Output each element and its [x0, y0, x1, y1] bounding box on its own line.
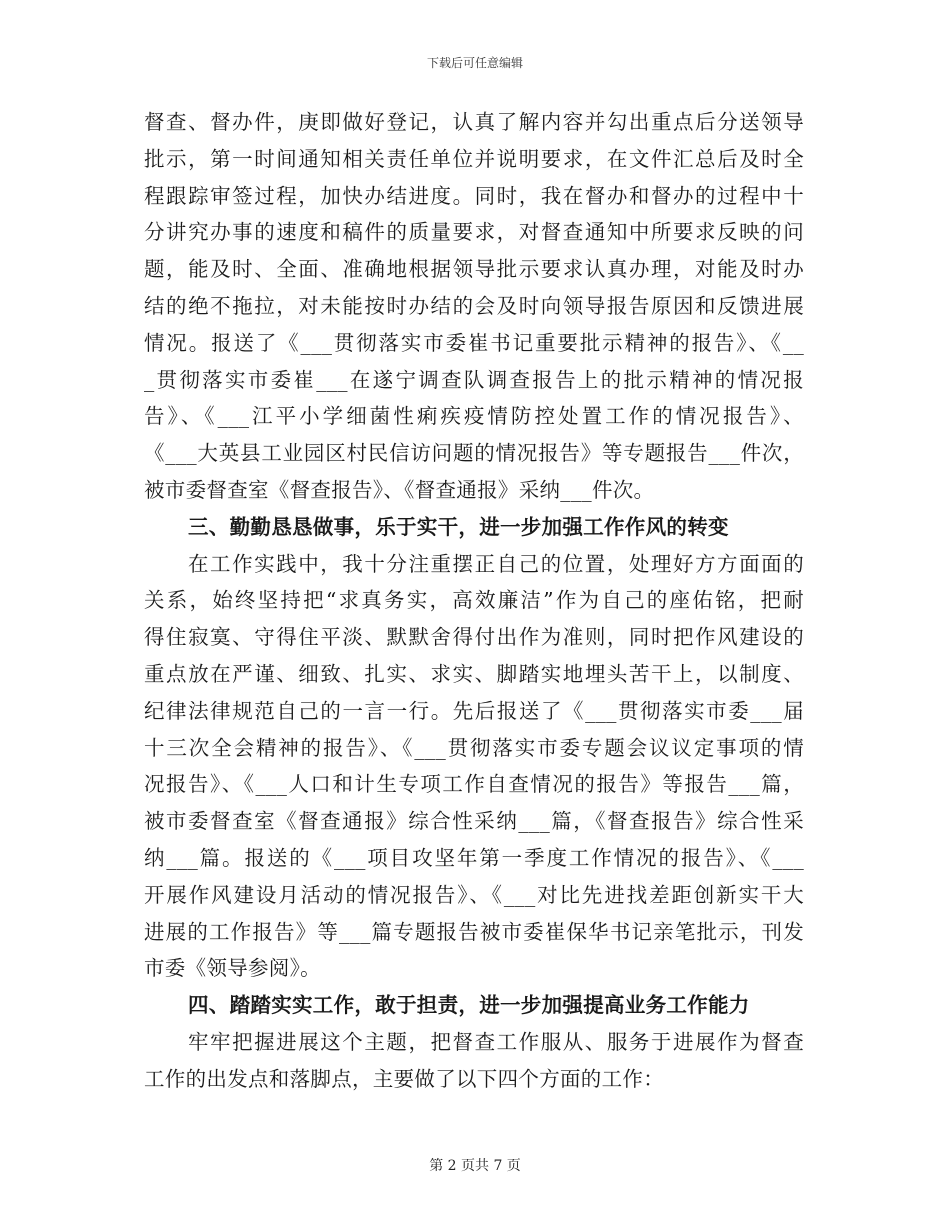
body-line: 牢牢把握进展这个主题，把督查工作服从、服务于进展作为督查 — [188, 1029, 804, 1054]
body-line: 工作的出发点和落脚点，主要做了以下四个方面的工作： — [144, 1066, 664, 1091]
body-line: 进展的工作报告》等___篇专题报告被市委崔保华书记亲笔批示，刊发 — [144, 919, 804, 944]
body-line: 告》、《___江平小学细菌性痢疾疫情防控处置工作的情况报告》、 — [144, 404, 804, 429]
body-line: _贯彻落实市委崔___在遂宁调查队调查报告上的批示精神的情况报 — [144, 367, 804, 392]
document-body — [144, 104, 804, 1098]
body-line: 题，能及时、全面、准确地根据领导批示要求认真办理，对能及时办 — [144, 257, 804, 282]
body-line: 分讲究办事的速度和稿件的质量要求，对督查通知中所要求反映的问 — [144, 220, 804, 245]
section-heading-4: 四、踏踏实实工作，敢于担责，进一步加强提高业务工作能力 — [188, 993, 750, 1018]
body-line: 在工作实践中，我十分注重摆正自己的位置，处理好方方面面的 — [188, 551, 804, 576]
body-line: 况报告》、《___人口和计生专项工作自查情况的报告》等报告___篇， — [144, 772, 804, 797]
body-line: 批示，第一时间通知相关责任单位并说明要求，在文件汇总后及时全 — [144, 146, 804, 171]
body-line: 纳___篇。报送的《___项目攻坚年第一季度工作情况的报告》、《___ — [144, 845, 804, 870]
body-line: 《___大英县工业园区村民信访问题的情况报告》等专题报告___件次， — [144, 441, 804, 466]
body-line: 结的绝不拖拉，对未能按时办结的会及时向领导报告原因和反馈进展 — [144, 293, 804, 318]
section-heading-3: 三、勤勤恳恳做事，乐于实干，进一步加强工作作风的转变 — [188, 514, 729, 539]
body-line: 纪律法律规范自己的一言一行。先后报送了《___贯彻落实市委___届 — [144, 698, 804, 723]
page-header: 下载后可任意编辑 — [426, 56, 523, 70]
body-line: 被市委督查室《督查报告》、《督查通报》采纳___件次。 — [144, 477, 655, 502]
body-line: 情况。报送了《___贯彻落实市委崔书记重要批示精神的报告》、《__ — [144, 330, 804, 355]
body-line: 得住寂寞、守得住平淡、默默舍得付出作为准则，同时把作风建设的 — [144, 625, 804, 650]
body-line: 督查、督办件，庚即做好登记，认真了解内容并勾出重点后分送领导 — [144, 110, 804, 134]
body-line: 市委《领导参阅》。 — [144, 956, 321, 981]
body-line: 重点放在严谨、细致、扎实、求实、脚踏实地埋头苦干上，以制度、 — [144, 661, 804, 686]
body-line: 十三次全会精神的报告》、《___贯彻落实市委专题会议议定事项的情 — [144, 735, 804, 760]
body-line: 程跟踪审签过程，加快办结进度。同时，我在督办和督办的过程中十 — [144, 183, 804, 208]
body-line: 被市委督查室《督查通报》综合性采纳___篇，《督查报告》综合性采 — [144, 809, 804, 834]
body-line: 关系，始终坚持把“求真务实，高效廉洁”作为自己的座佑铭，把耐 — [144, 588, 804, 613]
body-line: 开展作风建设月活动的情况报告》、《___对比先进找差距创新实干大 — [144, 882, 804, 907]
page-footer: 第 2 页共 7 页 — [429, 1158, 521, 1174]
